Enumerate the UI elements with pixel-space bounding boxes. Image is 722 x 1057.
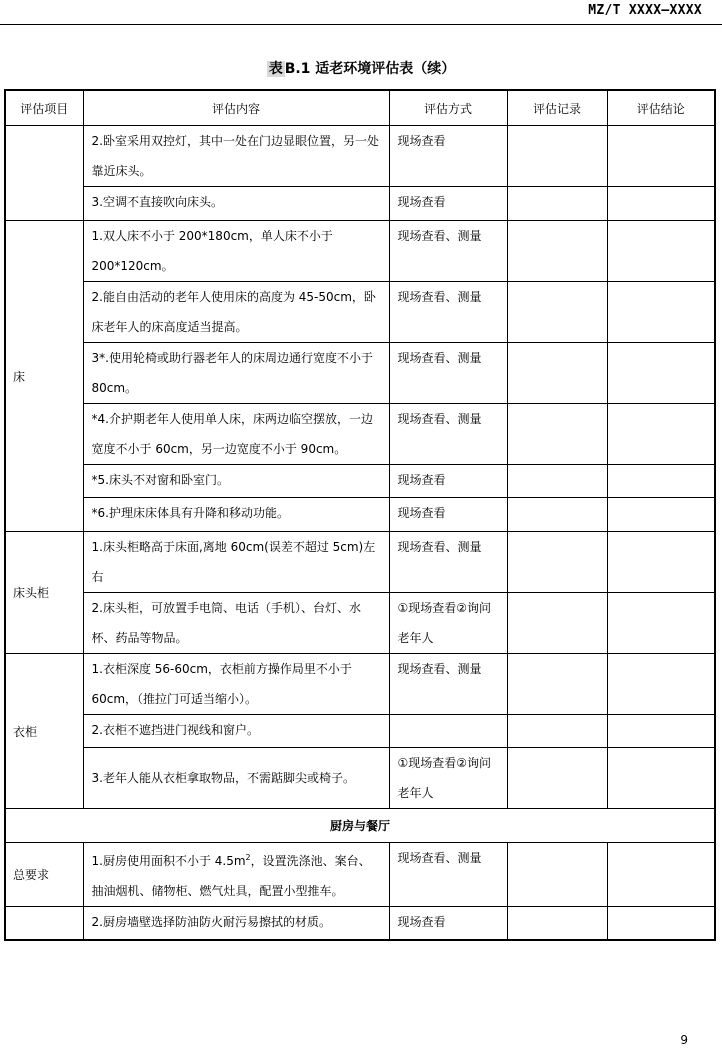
conclusion-cell[interactable] <box>607 654 715 715</box>
table-row <box>5 343 715 404</box>
content-cell: 1.床头柜略高于床面,离地 60cm(误差不超过 5cm)左右 <box>83 532 389 593</box>
conclusion-cell[interactable] <box>607 593 715 654</box>
table-row <box>5 715 715 748</box>
table-row <box>5 465 715 498</box>
content-cell: 2.能自由活动的老年人使用床的高度为 45-50cm，卧床老年人的床高度适当提高。 <box>83 282 389 343</box>
item-cell-general: 总要求 <box>5 843 83 907</box>
section-row <box>5 809 715 843</box>
method-cell: 现场查看、测量 <box>389 654 507 715</box>
conclusion-cell[interactable] <box>607 532 715 593</box>
content-text-a: 1.厨房使用面积不小于 4.5m <box>91 854 246 868</box>
section-title-kitchen: 厨房与餐厅 <box>5 809 715 843</box>
conclusion-cell[interactable] <box>607 907 715 940</box>
content-cell: 2.卧室采用双控灯，其中一处在门边显眼位置，另一处靠近床头。 <box>83 126 389 187</box>
content-text-b: ，设置洗涤池、案台、抽油烟机、储物柜、燃气灶具，配置小型推车。 <box>91 854 371 898</box>
record-cell[interactable] <box>507 282 607 343</box>
method-cell: 现场查看、测量 <box>389 282 507 343</box>
content-cell: *4.介护期老年人使用单人床，床两边临空摆放，一边宽度不小于 60cm，另一边宽度不小于 90cm。 <box>83 404 389 465</box>
conclusion-cell[interactable] <box>607 343 715 404</box>
col-header-method: 评估方式 <box>389 90 507 126</box>
method-cell: 现场查看 <box>389 907 507 940</box>
item-cell-empty <box>5 126 83 221</box>
table-row <box>5 843 715 907</box>
conclusion-cell[interactable] <box>607 498 715 532</box>
standard-code: MZ/T XXXX—XXXX <box>588 3 702 18</box>
record-cell[interactable] <box>507 498 607 532</box>
record-cell[interactable] <box>507 748 607 809</box>
table-row <box>5 126 715 187</box>
method-cell: 现场查看 <box>389 187 507 221</box>
table-row <box>5 907 715 940</box>
table-title-text: B.1 适老环境评估表（续） <box>284 61 456 77</box>
record-cell[interactable] <box>507 843 607 907</box>
conclusion-cell[interactable] <box>607 282 715 343</box>
method-cell <box>389 715 507 748</box>
table-row <box>5 187 715 221</box>
conclusion-cell[interactable] <box>607 221 715 282</box>
item-cell-nightstand: 床头柜 <box>5 532 83 654</box>
table-row <box>5 498 715 532</box>
content-cell: 2.厨房墙壁选择防油防火耐污易擦拭的材质。 <box>83 907 389 940</box>
content-cell: 1.衣柜深度 56-60cm，衣柜前方操作局里不小于 60cm，（推拉门可适当缩小）。 <box>83 654 389 715</box>
content-cell: 2.床头柜，可放置手电筒、电话（手机）、台灯、水杯、药品等物品。 <box>83 593 389 654</box>
superscript: 2 <box>245 853 251 862</box>
method-cell: 现场查看、测量 <box>389 221 507 282</box>
table-row <box>5 282 715 343</box>
record-cell[interactable] <box>507 715 607 748</box>
record-cell[interactable] <box>507 126 607 187</box>
content-cell <box>83 843 389 907</box>
table-row <box>5 221 715 282</box>
content-cell: 3.空调不直接吹向床头。 <box>83 187 389 221</box>
conclusion-cell[interactable] <box>607 715 715 748</box>
record-cell[interactable] <box>507 654 607 715</box>
method-cell: 现场查看 <box>389 126 507 187</box>
method-cell: 现场查看、测量 <box>389 532 507 593</box>
record-cell[interactable] <box>507 343 607 404</box>
content-cell: 3.老年人能从衣柜拿取物品，不需踮脚尖或椅子。 <box>83 748 389 809</box>
record-cell[interactable] <box>507 221 607 282</box>
content-cell: *6.护理床床体具有升降和移动功能。 <box>83 498 389 532</box>
header-rule <box>0 24 722 25</box>
content-cell: 3*.使用轮椅或助行器老年人的床周边通行宽度不小于 80cm。 <box>83 343 389 404</box>
record-cell[interactable] <box>507 593 607 654</box>
method-cell: ①现场查看②询问老年人 <box>389 748 507 809</box>
col-header-content: 评估内容 <box>83 90 389 126</box>
table-row <box>5 593 715 654</box>
col-header-item: 评估项目 <box>5 90 83 126</box>
col-header-record: 评估记录 <box>507 90 607 126</box>
record-cell[interactable] <box>507 465 607 498</box>
table-row <box>5 654 715 715</box>
content-cell: 1.双人床不小于 200*180cm，单人床不小于 200*120cm。 <box>83 221 389 282</box>
table-row <box>5 404 715 465</box>
item-cell-wardrobe: 衣柜 <box>5 654 83 809</box>
conclusion-cell[interactable] <box>607 126 715 187</box>
table-row <box>5 532 715 593</box>
method-cell: ①现场查看②询问老年人 <box>389 593 507 654</box>
method-cell: 现场查看、测量 <box>389 843 507 907</box>
record-cell[interactable] <box>507 187 607 221</box>
content-cell: *5.床头不对窗和卧室门。 <box>83 465 389 498</box>
method-cell: 现场查看、测量 <box>389 404 507 465</box>
conclusion-cell[interactable] <box>607 404 715 465</box>
item-cell-bed: 床 <box>5 221 83 532</box>
table-title-prefix: 表 <box>268 61 283 77</box>
conclusion-cell[interactable] <box>607 843 715 907</box>
table-header-row <box>5 90 715 126</box>
conclusion-cell[interactable] <box>607 187 715 221</box>
record-cell[interactable] <box>507 404 607 465</box>
conclusion-cell[interactable] <box>607 748 715 809</box>
record-cell[interactable] <box>507 907 607 940</box>
col-header-conclusion: 评估结论 <box>607 90 715 126</box>
method-cell: 现场查看 <box>389 465 507 498</box>
content-cell: 2.衣柜不遮挡进门视线和窗户。 <box>83 715 389 748</box>
method-cell: 现场查看 <box>389 498 507 532</box>
item-cell-empty <box>5 907 83 940</box>
page-number: 9 <box>680 1033 688 1047</box>
method-cell: 现场查看、测量 <box>389 343 507 404</box>
conclusion-cell[interactable] <box>607 465 715 498</box>
table-row <box>5 748 715 809</box>
assessment-table <box>4 89 716 941</box>
table-title <box>0 58 722 78</box>
record-cell[interactable] <box>507 532 607 593</box>
